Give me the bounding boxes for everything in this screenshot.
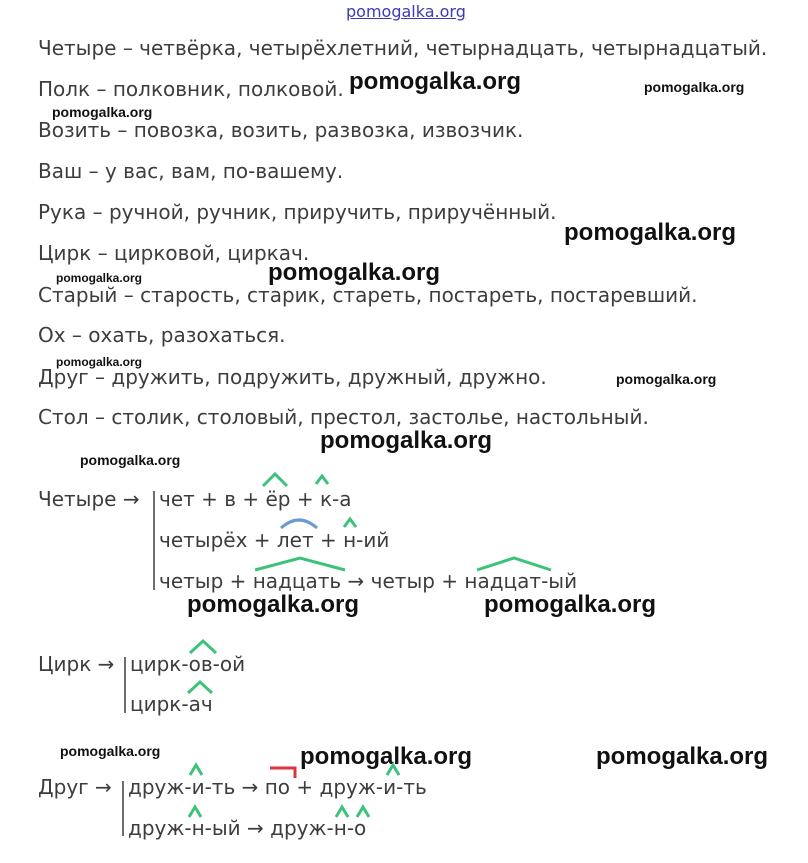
watermark: pomogalka.org xyxy=(564,219,737,246)
watermark: pomogalka.org xyxy=(56,271,143,285)
diagram-row: друж-и-ть → по + друж-и-ть xyxy=(128,775,427,799)
watermark: pomogalka.org xyxy=(52,104,153,120)
watermark: pomogalka.org xyxy=(644,79,745,95)
text-line: Полк – полковник, полковой. xyxy=(38,77,344,101)
diagram-root-tsirk: Цирк → xyxy=(38,652,115,676)
suffix-mark xyxy=(263,474,287,486)
header-watermark: pomogalka.org xyxy=(346,2,466,21)
text-line: Ваш – у вас, вам, по-вашему. xyxy=(38,159,344,183)
diagram-row: цирк-ов-ой xyxy=(130,652,246,676)
suffix-mark xyxy=(387,765,399,775)
watermark: pomogalka.org xyxy=(616,371,717,387)
watermark: pomogalka.org xyxy=(484,591,657,618)
suffix-mark xyxy=(477,558,551,570)
text-line: Рука – ручной, ручник, приручить, приручённый. xyxy=(38,200,557,224)
watermark: pomogalka.org xyxy=(320,427,493,454)
text-line: Цирк – цирковой, циркач. xyxy=(38,241,310,265)
diagram-row: цирк-ач xyxy=(130,692,213,716)
text-line: Ох – охать, разохаться. xyxy=(38,323,286,347)
watermark: pomogalka.org xyxy=(596,743,769,770)
watermark: pomogalka.org xyxy=(349,68,522,95)
diagram-row: чет + в + ёр + к-а xyxy=(159,487,352,511)
watermark: pomogalka.org xyxy=(56,355,143,369)
diagram-row: друж-н-ый → друж-н-о xyxy=(128,816,367,840)
text-line: Друг – дружить, подружить, дружный, дружно. xyxy=(38,365,547,389)
suffix-mark xyxy=(189,807,201,817)
root-arc xyxy=(281,520,317,528)
suffix-mark xyxy=(336,807,348,817)
suffix-mark xyxy=(316,476,328,484)
diagram-row: четырёх + лет + н-ий xyxy=(159,528,390,552)
prefix-mark xyxy=(270,768,295,778)
suffix-mark xyxy=(188,682,212,693)
watermark: pomogalka.org xyxy=(60,743,161,759)
suffix-mark xyxy=(344,519,356,527)
text-line: Стол – столик, столовый, престол, застолье, настольный. xyxy=(38,405,649,429)
watermark: pomogalka.org xyxy=(187,591,360,618)
text-line: Четыре – четвёрка, четырёхлетний, четырнадцать, четырнадцатый. xyxy=(38,36,768,60)
watermark: pomogalka.org xyxy=(80,452,181,468)
suffix-mark xyxy=(255,558,345,570)
diagram-root-drug: Друг → xyxy=(38,775,112,799)
diagram-root-chetyre: Четыре → xyxy=(38,487,140,511)
watermark: pomogalka.org xyxy=(300,743,473,770)
text-line: Возить – повозка, возить, развозка, извозчик. xyxy=(38,118,524,142)
suffix-mark xyxy=(190,765,202,775)
text-line: Старый – старость, старик, стареть, постареть, постаревший. xyxy=(38,283,698,307)
diagram-row: четыр + надцать → четыр + надцат-ый xyxy=(159,569,578,593)
suffix-mark xyxy=(357,807,369,817)
watermark: pomogalka.org xyxy=(268,259,441,286)
suffix-mark xyxy=(190,641,216,653)
